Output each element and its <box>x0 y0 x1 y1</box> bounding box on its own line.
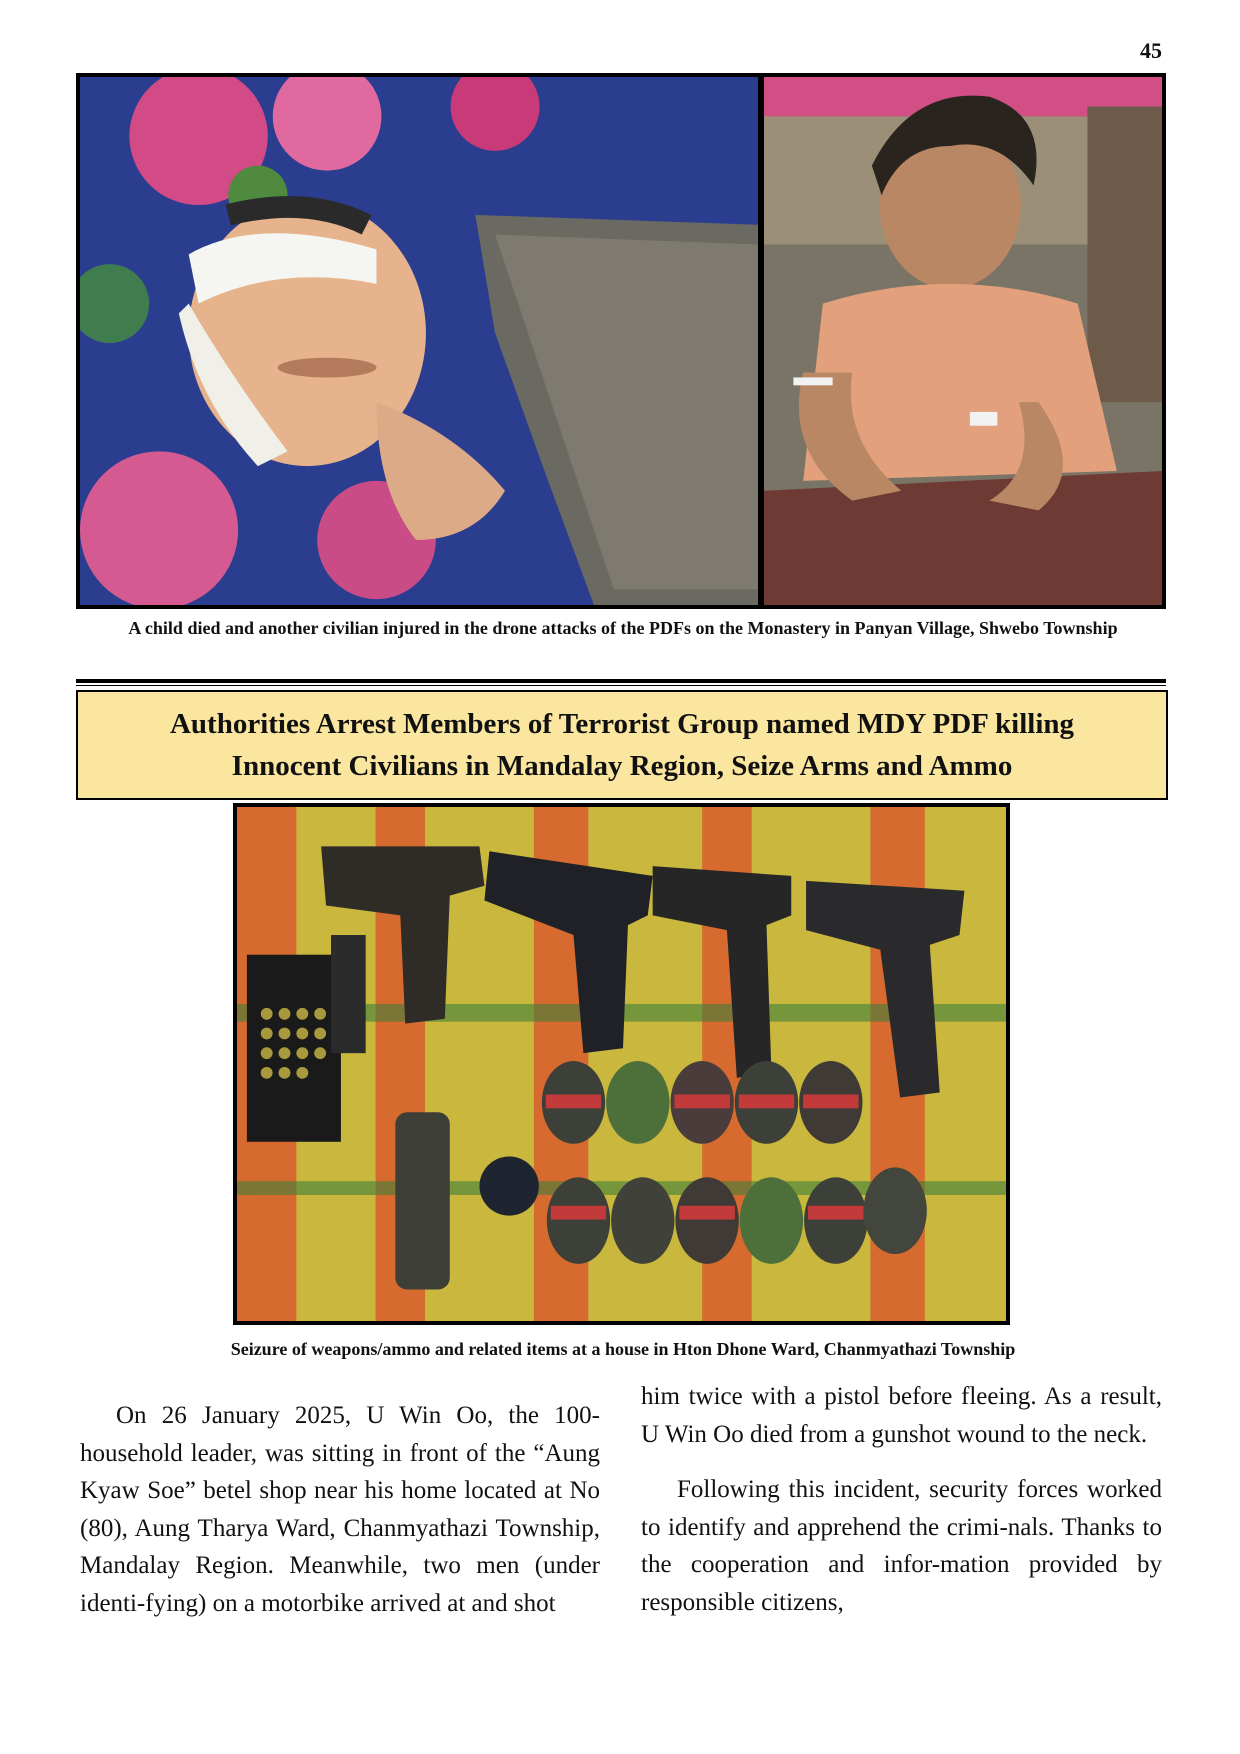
weapons-seizure-photo <box>233 803 1010 1325</box>
section-divider <box>76 679 1166 683</box>
article-column-left <box>80 1397 600 1640</box>
page-number: 45 <box>1140 38 1162 63</box>
section-divider-thin <box>76 685 1166 686</box>
headline-line-2: Innocent Civilians in Mandalay Region, Seize Arms and Ammo <box>231 750 1013 782</box>
article-headline <box>76 690 1168 800</box>
article-paragraph: Following this incident, security forces worked to identify and apprehend the crimi-nals. Thanks to the cooperation and infor-mation provided by responsible citizens, <box>641 1476 1162 1616</box>
weapons-photo-caption: Seizure of weapons/ammo and related items at a house in Hton Dhone Ward, Chanmyathazi Township <box>230 1339 1016 1359</box>
injured-man-photo <box>760 73 1166 609</box>
child-photo <box>76 73 762 609</box>
headline-line-1: Authorities Arrest Members of Terrorist Group named MDY PDF killing <box>169 708 1075 740</box>
article-paragraph: On 26 January 2025, U Win Oo, the 100-household leader, was sitting in front of the “Aung Kyaw Soe” betel shop near his home located at No (80), Aung Tharya Ward, Chanmyathazi Township, Mandalay Region. Meanwhile, two men (under identi-fying) on a motorbike arrived at and shot <box>80 1402 600 1617</box>
article-column-right <box>641 1378 1162 1639</box>
top-photos-caption: A child died and another civilian injured in the drone attacks of the PDFs on the Monastery in Panyan Village, Shwebo Township <box>128 618 1118 638</box>
article-paragraph: him twice with a pistol before fleeing. As a result, U Win Oo died from a gunshot wound to the neck. <box>641 1383 1162 1448</box>
